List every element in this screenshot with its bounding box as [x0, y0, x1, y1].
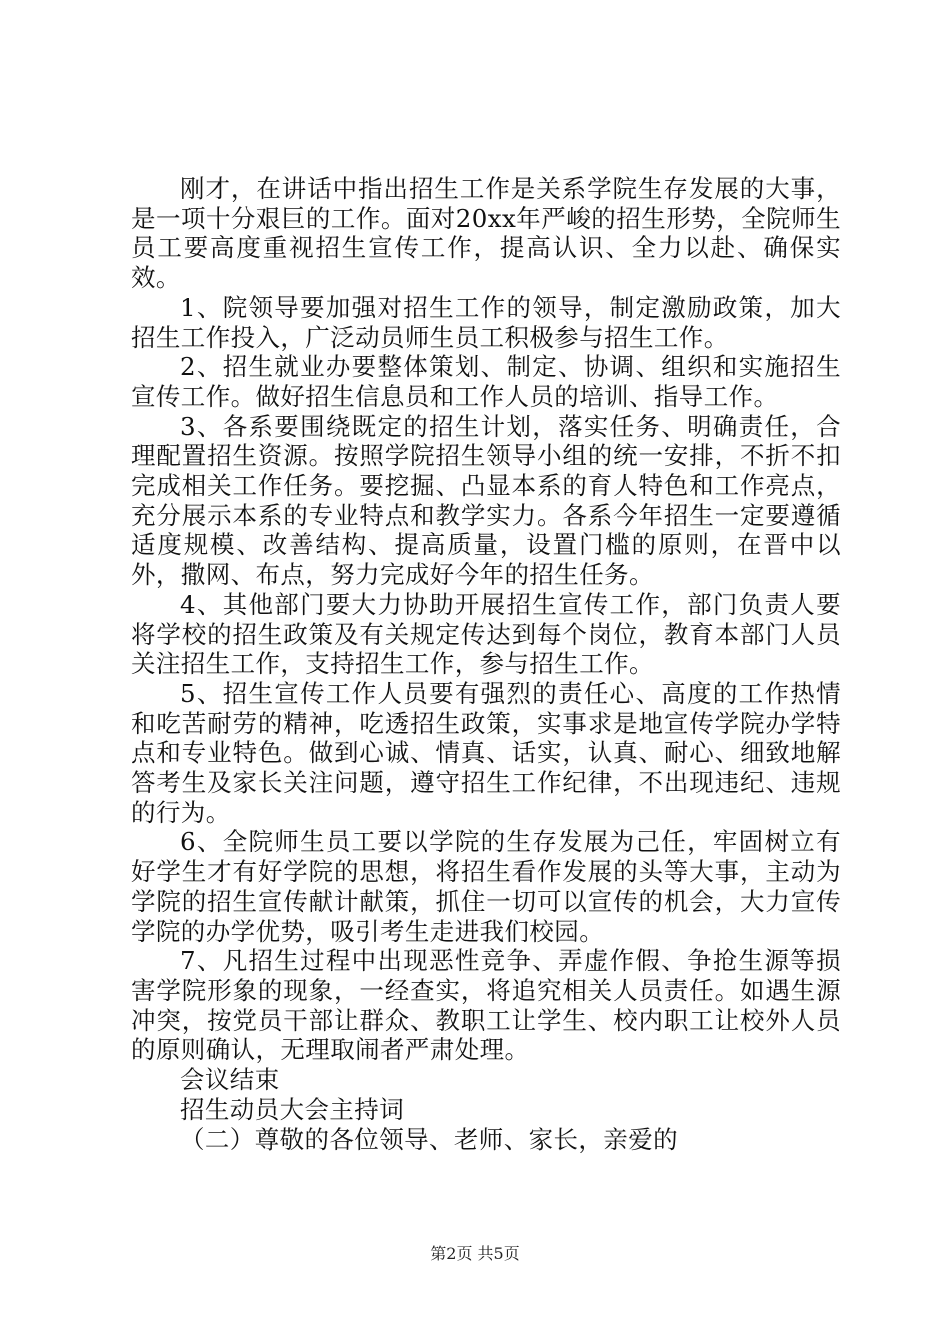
paragraph-intro: 刚才，在讲话中指出招生工作是关系学院生存发展的大事，是一项十分艰巨的工作。面对20xx年严峻的招生形势，全院师生员工要高度重视招生宣传工作，提高认识、全力以赴、确保实效。 [131, 174, 841, 293]
paragraph-item-4: 4、其他部门要大力协助开展招生宣传工作，部门负责人要将学校的招生政策及有关规定传达到每个岗位，教育本部门人员关注招生工作，支持招生工作，参与招生工作。 [131, 589, 841, 679]
document-body [131, 174, 841, 1154]
paragraph-meeting-end: 会议结束 [180, 1065, 280, 1095]
paragraph-item-6: 6、全院师生员工要以学院的生存发展为己任，牢固树立有好学生才有好学院的思想，将招生看作发展的头等大事，主动为学院的招生宣传献计献策，抓住一切可以宣传的机会，大力宣传学院的办学优势，吸引考生走进我们校园。 [131, 827, 841, 946]
paragraph-heading: 招生动员大会主持词 [180, 1094, 405, 1124]
paragraph-item-2: 2、招生就业办要整体策划、制定、协调、组织和实施招生宣传工作。做好招生信息员和工作人员的培训、指导工作。 [131, 352, 841, 411]
paragraph-item-3: 3、各系要围绕既定的招生计划，落实任务、明确责任，合理配置招生资源。按照学院招生领导小组的统一安排，不折不扣完成相关工作任务。要挖掘、凸显本系的育人特色和工作亮点，充分展示本系的专业特点和教学实力。各系今年招生一定要遵循适度规模、改善结构、提高质量，设置门槛的原则，在晋中以外，撒网、布点，努力完成好今年的招生任务。 [131, 411, 841, 590]
paragraph-item-1: 1、院领导要加强对招生工作的领导，制定激励政策，加大招生工作投入，广泛动员师生员工积极参与招生工作。 [131, 292, 841, 352]
paragraph-greeting: （二）尊敬的各位领导、老师、家长，亲爱的 [180, 1124, 678, 1154]
page-footer: 第2页 共5页 [430, 1244, 520, 1263]
paragraph-item-7: 7、凡招生过程中出现恶性竞争、弄虚作假、争抢生源等损害学院形象的现象，一经查实，将追究相关人员责任。如遇生源冲突，按党员干部让群众、教职工让学生、校内职工让校外人员的原则确认，无理取闹者严肃处理。 [131, 946, 841, 1065]
paragraph-item-5: 5、招生宣传工作人员要有强烈的责任心、高度的工作热情和吃苦耐劳的精神，吃透招生政策，实事求是地宣传学院办学特点和专业特色。做到心诚、情真、话实，认真、耐心、细致地解答考生及家长关注问题，遵守招生工作纪律，不出现违纪、违规的行为。 [131, 678, 841, 827]
